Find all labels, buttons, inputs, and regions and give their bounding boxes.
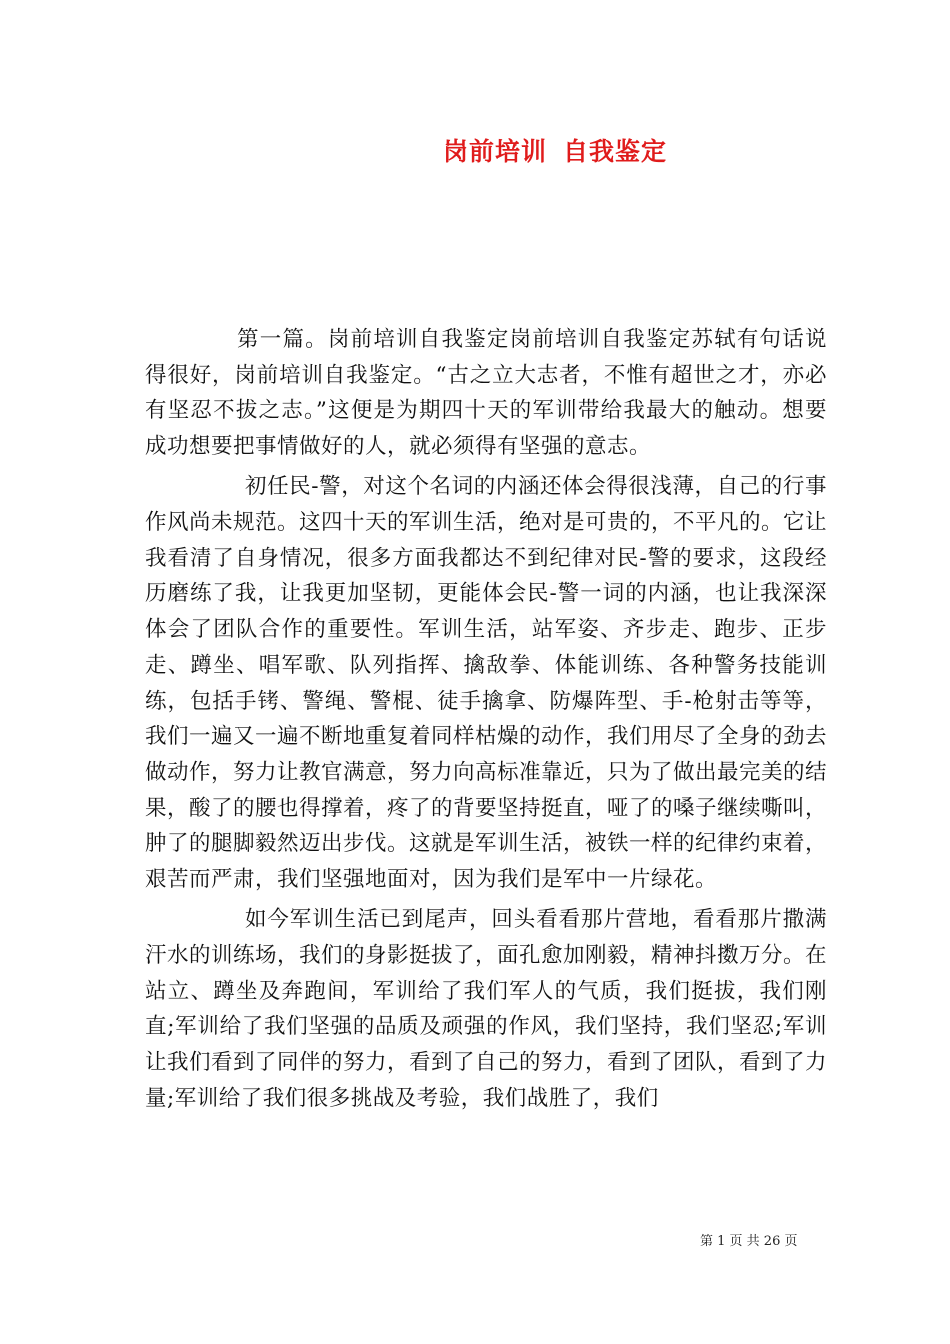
paragraph-1: 第一篇。岗前培训自我鉴定岗前培训自我鉴定苏轼有句话说得很好，岗前培训自我鉴定。“古之立大志者，不惟有超世之才，亦必有坚忍不拔之志。”这便是为期四十天的军训带给我最大的触动。想要成功想要把事情做好的人，就必须得有坚强的意志。: [145, 327, 827, 460]
document-title: [0, 132, 950, 168]
page-number-footer: 第 1 页 共 26 页: [700, 1234, 798, 1249]
title-part-2: 自我鉴定: [563, 137, 668, 166]
document-body: [145, 322, 827, 1121]
title-part-1: 岗前培训: [442, 137, 547, 166]
paragraph-2: 初任民-警，对这个名词的内涵还体会得很浅薄，自己的行事作风尚未规范。这四十天的军训生活，绝对是可贵的，不平凡的。它让我看清了自身情况，很多方面我都达不到纪律对民-警的要求，这段经历磨练了我，让我更加坚韧，更能体会民-警一词的内涵，也让我深深体会了团队合作的重要性。军训生活，站军姿、齐步走、跑步、正步走、蹲坐、唱军歌、队列指挥、擒敌拳、体能训练、各种警务技能训练，包括手铐、警绳、警棍、徒手擒拿、防爆阵型、手-枪射击等等，我们一遍又一遍不断地重复着同样枯燥的动作，我们用尽了全身的劲去做动作，努力让教官满意，努力向高标准靠近，只为了做出最完美的结果，酸了的腰也得撑着，疼了的背要坚持挺直，哑了的嗓子继续嘶叫，肿了的腿脚毅然迈出步伐。这就是军训生活，被铁一样的纪律约束着，艰苦而严肃，我们坚强地面对，因为我们是军中一片绿花。: [145, 474, 828, 893]
paragraph-3: 如今军训生活已到尾声，回头看看那片营地，看看那片撒满汗水的训练场，我们的身影挺拔了，面孔愈加刚毅，精神抖擞万分。在站立、蹲坐及奔跑间，军训给了我们军人的气质，我们挺拔，我们刚直;军训给了我们坚强的品质及顽强的作风，我们坚持，我们坚忍;军训让我们看到了同伴的努力，看到了自己的努力，看到了团队，看到了力量;军训给了我们很多挑战及考验，我们战胜了，我们: [145, 907, 828, 1111]
